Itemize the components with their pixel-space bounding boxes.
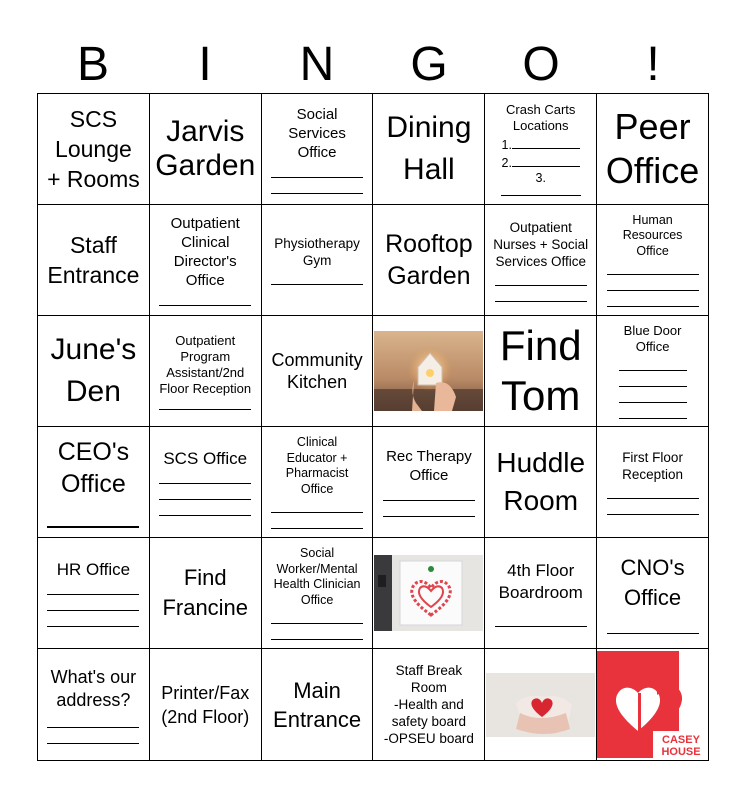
logo-text-house: HOUSE bbox=[661, 746, 701, 758]
square-huddle-room[interactable] bbox=[485, 427, 597, 538]
square-text: Locations bbox=[512, 118, 569, 134]
square-text: Huddle bbox=[496, 447, 586, 478]
square-text: Office bbox=[605, 150, 700, 191]
square-text: -OPSEU board bbox=[383, 731, 474, 746]
square-text: Pharmacist bbox=[285, 466, 349, 480]
square-junes-den[interactable] bbox=[38, 316, 150, 427]
bingo-row bbox=[38, 205, 709, 316]
answer-line[interactable] bbox=[271, 615, 363, 624]
square-text: Educator + bbox=[286, 450, 348, 465]
square-scs-lounge[interactable] bbox=[38, 94, 150, 205]
square-text: Printer/Fax bbox=[161, 682, 250, 703]
square-text: Outpatient bbox=[170, 215, 240, 232]
header-letter-exclaim: ! bbox=[646, 38, 660, 91]
square-text: Office bbox=[409, 467, 449, 484]
square-text: address? bbox=[56, 689, 131, 710]
square-text: Find bbox=[183, 565, 227, 590]
answer-line[interactable] bbox=[159, 297, 251, 306]
square-text: Lounge bbox=[55, 136, 132, 162]
square-text: Community bbox=[271, 350, 363, 370]
square-text: Services bbox=[288, 124, 346, 142]
answer-line[interactable] bbox=[47, 719, 139, 728]
square-dining-hall[interactable] bbox=[373, 94, 485, 205]
square-text: Den bbox=[65, 375, 121, 408]
square-text: June's bbox=[50, 333, 137, 366]
square-text: Social bbox=[296, 105, 338, 123]
square-text: HR Office bbox=[56, 559, 131, 579]
square-find-francine[interactable] bbox=[149, 538, 261, 649]
logo-text-casey: CASEY bbox=[662, 734, 701, 746]
square-text: Room bbox=[503, 485, 579, 516]
square-rec-therapy-office[interactable] bbox=[373, 427, 485, 538]
answer-line[interactable] bbox=[607, 625, 699, 634]
answer-line[interactable] bbox=[271, 185, 363, 194]
casey-house-logo bbox=[597, 649, 708, 760]
square-text: Entrance bbox=[47, 262, 140, 288]
square-text: Garden bbox=[155, 149, 256, 182]
square-text: Francine bbox=[162, 595, 249, 620]
answer-line[interactable] bbox=[159, 507, 251, 516]
list-item-number: 3. bbox=[535, 171, 546, 186]
square-ceos-office[interactable] bbox=[38, 427, 150, 538]
square-text: Office bbox=[60, 470, 126, 498]
square-text: Director's bbox=[173, 253, 237, 270]
header-letter-n: N bbox=[299, 38, 335, 91]
square-text: Room bbox=[410, 680, 447, 695]
square-text: Program bbox=[180, 348, 231, 364]
square-text: Find bbox=[499, 322, 582, 369]
square-text: SCS Office bbox=[163, 448, 248, 468]
answer-line[interactable] bbox=[619, 394, 687, 403]
square-text: Office bbox=[185, 272, 225, 289]
answer-line[interactable] bbox=[271, 631, 363, 640]
answer-line[interactable] bbox=[47, 586, 139, 595]
bingo-row bbox=[38, 427, 709, 538]
answer-line[interactable] bbox=[271, 520, 363, 529]
square-text: Dining bbox=[386, 111, 472, 144]
square-find-tom[interactable] bbox=[485, 316, 597, 427]
square-hr-office[interactable] bbox=[38, 538, 150, 649]
square-blue-door-office[interactable] bbox=[597, 316, 709, 427]
answer-line[interactable] bbox=[495, 293, 587, 302]
answer-line[interactable] bbox=[501, 187, 581, 196]
square-text: Assistant/2nd bbox=[166, 364, 245, 380]
square-text: Crash Carts bbox=[506, 102, 576, 118]
square-photo-heart-hands[interactable] bbox=[485, 649, 597, 761]
square-text: Tom bbox=[501, 372, 581, 419]
answer-line[interactable] bbox=[47, 602, 139, 611]
answer-line[interactable] bbox=[607, 298, 699, 307]
bingo-row bbox=[38, 94, 709, 205]
square-staff-entrance[interactable] bbox=[38, 205, 150, 316]
answer-line[interactable] bbox=[495, 277, 587, 286]
answer-line[interactable] bbox=[619, 378, 687, 387]
square-text: Office bbox=[636, 243, 669, 258]
answer-line[interactable] bbox=[512, 154, 580, 167]
square-text: Office bbox=[300, 481, 334, 496]
square-text: Office bbox=[300, 592, 334, 607]
square-photo-house[interactable] bbox=[373, 316, 485, 427]
red-heart-artwork-on-wall-photo bbox=[374, 555, 483, 631]
square-text: Nurses + Social bbox=[493, 236, 589, 252]
square-text: Blue Door bbox=[623, 323, 682, 338]
square-clinical-educator-pharmacist[interactable] bbox=[261, 427, 373, 538]
list-item-number: 2. bbox=[501, 155, 512, 170]
answer-line[interactable] bbox=[271, 276, 363, 285]
square-whats-our-address[interactable] bbox=[38, 649, 150, 761]
answer-line[interactable] bbox=[159, 491, 251, 500]
bingo-row bbox=[38, 649, 709, 761]
square-crash-carts[interactable] bbox=[485, 94, 597, 205]
square-text: Hall bbox=[403, 153, 455, 186]
square-outpatient-program-assistant[interactable] bbox=[149, 316, 261, 427]
answer-line[interactable] bbox=[495, 618, 587, 627]
square-text: Office bbox=[635, 339, 670, 354]
square-text: Human bbox=[632, 212, 673, 227]
square-community-kitchen[interactable] bbox=[261, 316, 373, 427]
square-text: CNO's bbox=[620, 554, 685, 580]
answer-line[interactable] bbox=[159, 401, 251, 410]
square-human-resources[interactable] bbox=[597, 205, 709, 316]
square-peer-office[interactable] bbox=[597, 94, 709, 205]
answer-line[interactable] bbox=[607, 506, 699, 515]
square-text: Clinical bbox=[296, 435, 338, 449]
header-letter-i: I bbox=[198, 38, 212, 91]
square-text: CEO's bbox=[57, 438, 130, 466]
square-social-worker-mental-health[interactable] bbox=[261, 538, 373, 649]
answer-line[interactable] bbox=[271, 504, 363, 513]
square-physiotherapy-gym[interactable] bbox=[261, 205, 373, 316]
square-social-services-office[interactable] bbox=[261, 94, 373, 205]
answer-line[interactable] bbox=[607, 282, 699, 291]
square-staff-break-room[interactable] bbox=[373, 649, 485, 761]
answer-line[interactable] bbox=[47, 618, 139, 627]
answer-line[interactable] bbox=[159, 475, 251, 484]
header-letter-g: G bbox=[410, 38, 448, 91]
square-text: Outpatient bbox=[175, 332, 236, 348]
square-text: + Rooms bbox=[47, 166, 140, 192]
square-scs-office[interactable] bbox=[149, 427, 261, 538]
square-text: Resources bbox=[622, 228, 683, 243]
list-item-number: 1. bbox=[501, 138, 512, 153]
square-text: What's our bbox=[50, 666, 137, 687]
answer-line[interactable] bbox=[271, 169, 363, 178]
square-text: Peer bbox=[614, 106, 691, 147]
answer-line[interactable] bbox=[512, 136, 580, 149]
square-jarvis-garden[interactable] bbox=[149, 94, 261, 205]
bingo-card bbox=[37, 93, 709, 761]
square-text: Physiotherapy bbox=[274, 236, 360, 251]
square-text: Clinical bbox=[181, 234, 230, 251]
header-letter-o: O bbox=[522, 38, 560, 91]
square-outpatient-nurses[interactable] bbox=[485, 205, 597, 316]
square-text: Health Clinician bbox=[273, 577, 361, 591]
square-outpatient-clinical-director[interactable] bbox=[149, 205, 261, 316]
square-text: Rooftop bbox=[385, 230, 473, 258]
bingo-row bbox=[38, 538, 709, 649]
square-text: Social bbox=[300, 546, 335, 560]
square-text: Services Office bbox=[495, 253, 586, 269]
answer-line[interactable] bbox=[383, 492, 475, 501]
answer-line[interactable] bbox=[619, 362, 687, 371]
square-printer-fax[interactable] bbox=[149, 649, 261, 761]
square-text: Boardroom bbox=[498, 582, 583, 602]
square-text: Worker/Mental bbox=[276, 561, 358, 576]
square-text: Reception bbox=[622, 467, 683, 482]
square-rooftop-garden[interactable] bbox=[373, 205, 485, 316]
header-letter-b: B bbox=[76, 38, 109, 91]
square-first-floor-reception[interactable] bbox=[597, 427, 709, 538]
hands-holding-paper-house-photo bbox=[374, 331, 483, 411]
square-text: SCS bbox=[69, 106, 118, 132]
square-text: Entrance bbox=[273, 706, 362, 732]
answer-line[interactable] bbox=[383, 508, 475, 517]
square-text: 4th Floor bbox=[507, 560, 575, 580]
square-text: Outpatient bbox=[509, 219, 572, 235]
square-cnos-office[interactable] bbox=[597, 538, 709, 649]
square-text: Staff Break bbox=[395, 663, 463, 678]
square-text: safety board bbox=[391, 714, 467, 729]
answer-line[interactable] bbox=[619, 410, 687, 419]
square-text: Garden bbox=[387, 262, 471, 290]
square-text: Office bbox=[624, 584, 682, 610]
square-casey-house-logo[interactable] bbox=[597, 649, 709, 761]
square-text: Main bbox=[293, 677, 341, 703]
hands-holding-red-heart-photo bbox=[486, 673, 595, 737]
answer-line[interactable] bbox=[47, 735, 139, 744]
answer-line[interactable] bbox=[607, 266, 699, 275]
bingo-row bbox=[38, 316, 709, 427]
square-text: Staff bbox=[69, 232, 117, 258]
square-text: Floor Reception bbox=[159, 380, 252, 396]
answer-line[interactable] bbox=[607, 490, 699, 499]
square-text: Office bbox=[297, 143, 337, 161]
square-main-entrance[interactable] bbox=[261, 649, 373, 761]
square-text: First Floor bbox=[622, 450, 683, 465]
square-text: Kitchen bbox=[287, 372, 348, 392]
square-text: (2nd Floor) bbox=[161, 706, 250, 727]
answer-line[interactable] bbox=[47, 518, 139, 528]
square-4th-floor-boardroom[interactable] bbox=[485, 538, 597, 649]
square-text: -Health and bbox=[394, 697, 464, 712]
square-photo-heart-art[interactable] bbox=[373, 538, 485, 649]
square-text: Rec Therapy bbox=[386, 448, 472, 465]
bingo-header bbox=[37, 36, 709, 94]
square-text: Jarvis bbox=[166, 115, 245, 148]
square-text: Gym bbox=[302, 253, 332, 268]
